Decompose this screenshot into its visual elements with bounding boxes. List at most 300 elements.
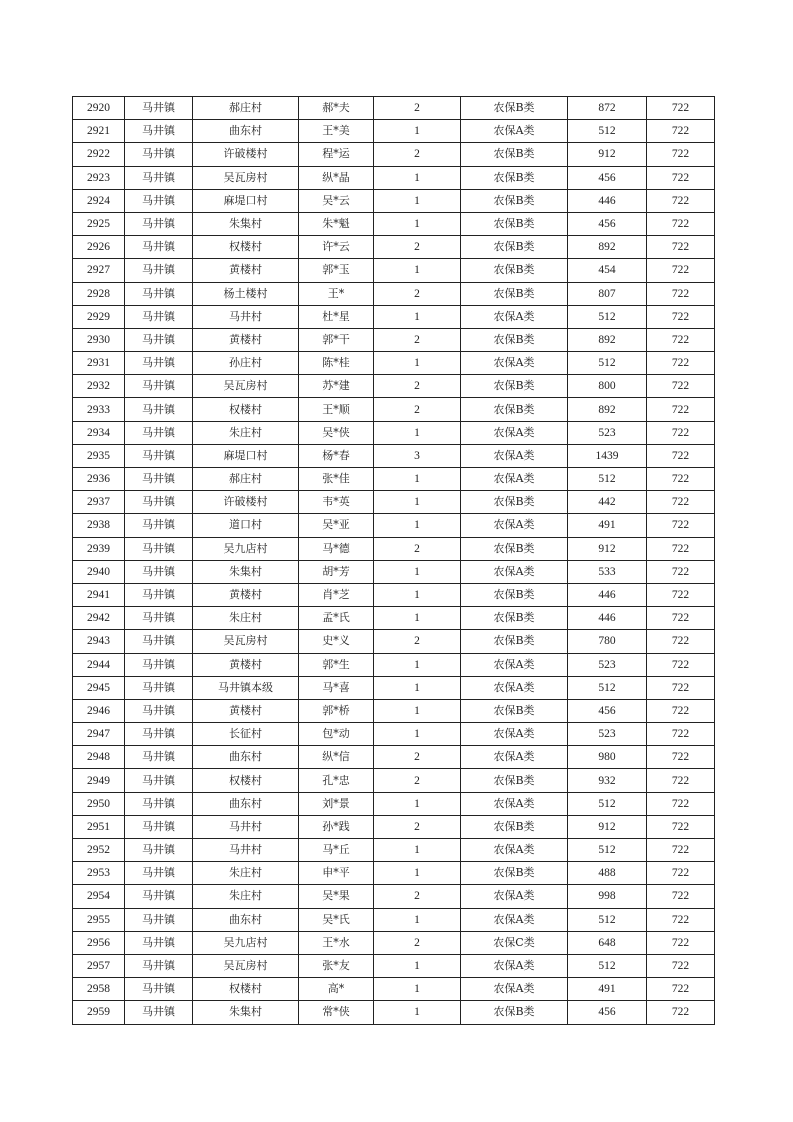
standard-cell: 722 [647, 514, 715, 537]
household-count-cell: 1 [374, 514, 461, 537]
town-cell: 马井镇 [125, 143, 193, 166]
amount-cell: 446 [568, 189, 647, 212]
row-number: 2952 [73, 839, 125, 862]
amount-cell: 488 [568, 862, 647, 885]
row-number: 2947 [73, 723, 125, 746]
name-cell: 苏*建 [299, 375, 374, 398]
category-cell: 农保B类 [461, 815, 568, 838]
name-cell: 马*喜 [299, 676, 374, 699]
household-count-cell: 2 [374, 375, 461, 398]
standard-cell: 722 [647, 375, 715, 398]
category-cell: 农保B类 [461, 862, 568, 885]
category-cell: 农保B类 [461, 375, 568, 398]
village-cell: 吴瓦房村 [193, 375, 299, 398]
household-count-cell: 2 [374, 885, 461, 908]
name-cell: 马*德 [299, 537, 374, 560]
category-cell: 农保A类 [461, 444, 568, 467]
village-cell: 朱庄村 [193, 862, 299, 885]
row-number: 2930 [73, 328, 125, 351]
amount-cell: 980 [568, 746, 647, 769]
amount-cell: 454 [568, 259, 647, 282]
household-count-cell: 1 [374, 491, 461, 514]
village-cell: 郝庄村 [193, 97, 299, 120]
town-cell: 马井镇 [125, 815, 193, 838]
town-cell: 马井镇 [125, 769, 193, 792]
table-row [73, 931, 715, 954]
village-cell: 朱庄村 [193, 607, 299, 630]
name-cell: 韦*英 [299, 491, 374, 514]
category-cell: 农保B类 [461, 143, 568, 166]
row-number: 2946 [73, 699, 125, 722]
town-cell: 马井镇 [125, 746, 193, 769]
category-cell: 农保B类 [461, 398, 568, 421]
household-count-cell: 2 [374, 815, 461, 838]
standard-cell: 722 [647, 305, 715, 328]
row-number: 2925 [73, 212, 125, 235]
table-row [73, 954, 715, 977]
category-cell: 农保B类 [461, 259, 568, 282]
name-cell: 吴*果 [299, 885, 374, 908]
row-number: 2920 [73, 97, 125, 120]
category-cell: 农保A类 [461, 908, 568, 931]
household-count-cell: 2 [374, 746, 461, 769]
row-number: 2948 [73, 746, 125, 769]
amount-cell: 648 [568, 931, 647, 954]
category-cell: 农保B类 [461, 537, 568, 560]
town-cell: 马井镇 [125, 839, 193, 862]
table-row [73, 236, 715, 259]
standard-cell: 722 [647, 583, 715, 606]
village-cell: 黄楼村 [193, 259, 299, 282]
amount-cell: 456 [568, 699, 647, 722]
amount-cell: 523 [568, 421, 647, 444]
town-cell: 马井镇 [125, 97, 193, 120]
village-cell: 权楼村 [193, 769, 299, 792]
household-count-cell: 2 [374, 769, 461, 792]
village-cell: 曲东村 [193, 792, 299, 815]
town-cell: 马井镇 [125, 862, 193, 885]
standard-cell: 722 [647, 352, 715, 375]
table-row [73, 259, 715, 282]
category-cell: 农保A类 [461, 676, 568, 699]
name-cell: 郭*干 [299, 328, 374, 351]
name-cell: 郭*生 [299, 653, 374, 676]
row-number: 2944 [73, 653, 125, 676]
village-cell: 曲东村 [193, 746, 299, 769]
village-cell: 朱集村 [193, 560, 299, 583]
town-cell: 马井镇 [125, 375, 193, 398]
amount-cell: 807 [568, 282, 647, 305]
village-cell: 长征村 [193, 723, 299, 746]
household-count-cell: 2 [374, 398, 461, 421]
category-cell: 农保B类 [461, 282, 568, 305]
category-cell: 农保A类 [461, 978, 568, 1001]
table-row [73, 537, 715, 560]
category-cell: 农保A类 [461, 885, 568, 908]
village-cell: 许破楼村 [193, 491, 299, 514]
household-count-cell: 1 [374, 954, 461, 977]
category-cell: 农保B类 [461, 769, 568, 792]
household-count-cell: 1 [374, 212, 461, 235]
table-row [73, 468, 715, 491]
standard-cell: 722 [647, 468, 715, 491]
table-row [73, 120, 715, 143]
town-cell: 马井镇 [125, 792, 193, 815]
name-cell: 史*义 [299, 630, 374, 653]
standard-cell: 722 [647, 630, 715, 653]
category-cell: 农保A类 [461, 792, 568, 815]
standard-cell: 722 [647, 723, 715, 746]
town-cell: 马井镇 [125, 421, 193, 444]
table-row [73, 815, 715, 838]
standard-cell: 722 [647, 212, 715, 235]
amount-cell: 912 [568, 143, 647, 166]
name-cell: 郭*桥 [299, 699, 374, 722]
row-number: 2949 [73, 769, 125, 792]
village-cell: 马井村 [193, 305, 299, 328]
name-cell: 包*动 [299, 723, 374, 746]
village-cell: 曲东村 [193, 120, 299, 143]
standard-cell: 722 [647, 97, 715, 120]
standard-cell: 722 [647, 143, 715, 166]
amount-cell: 512 [568, 676, 647, 699]
row-number: 2953 [73, 862, 125, 885]
village-cell: 吴瓦房村 [193, 954, 299, 977]
village-cell: 曲东村 [193, 908, 299, 931]
amount-cell: 892 [568, 328, 647, 351]
town-cell: 马井镇 [125, 352, 193, 375]
town-cell: 马井镇 [125, 236, 193, 259]
household-count-cell: 2 [374, 931, 461, 954]
standard-cell: 722 [647, 421, 715, 444]
standard-cell: 722 [647, 746, 715, 769]
row-number: 2942 [73, 607, 125, 630]
household-count-cell: 2 [374, 537, 461, 560]
category-cell: 农保A类 [461, 723, 568, 746]
amount-cell: 512 [568, 352, 647, 375]
table-row [73, 398, 715, 421]
household-count-cell: 1 [374, 1001, 461, 1024]
table-row [73, 839, 715, 862]
category-cell: 农保C类 [461, 931, 568, 954]
household-count-cell: 1 [374, 468, 461, 491]
household-count-cell: 1 [374, 120, 461, 143]
standard-cell: 722 [647, 236, 715, 259]
name-cell: 王*美 [299, 120, 374, 143]
amount-cell: 892 [568, 236, 647, 259]
row-number: 2934 [73, 421, 125, 444]
category-cell: 农保B类 [461, 97, 568, 120]
table-row [73, 282, 715, 305]
row-number: 2938 [73, 514, 125, 537]
village-cell: 吴九店村 [193, 537, 299, 560]
household-count-cell: 2 [374, 328, 461, 351]
town-cell: 马井镇 [125, 305, 193, 328]
standard-cell: 722 [647, 560, 715, 583]
table-row [73, 607, 715, 630]
category-cell: 农保A类 [461, 514, 568, 537]
town-cell: 马井镇 [125, 630, 193, 653]
standard-cell: 722 [647, 699, 715, 722]
row-number: 2950 [73, 792, 125, 815]
table-row [73, 908, 715, 931]
village-cell: 孙庄村 [193, 352, 299, 375]
amount-cell: 780 [568, 630, 647, 653]
table-row [73, 699, 715, 722]
table-row [73, 653, 715, 676]
table-row [73, 723, 715, 746]
standard-cell: 722 [647, 328, 715, 351]
town-cell: 马井镇 [125, 514, 193, 537]
household-count-cell: 2 [374, 630, 461, 653]
name-cell: 常*侠 [299, 1001, 374, 1024]
name-cell: 吴*氏 [299, 908, 374, 931]
standard-cell: 722 [647, 166, 715, 189]
row-number: 2957 [73, 954, 125, 977]
village-cell: 马井村 [193, 839, 299, 862]
row-number: 2940 [73, 560, 125, 583]
name-cell: 许*云 [299, 236, 374, 259]
amount-cell: 512 [568, 120, 647, 143]
category-cell: 农保B类 [461, 1001, 568, 1024]
town-cell: 马井镇 [125, 398, 193, 421]
village-cell: 道口村 [193, 514, 299, 537]
amount-cell: 512 [568, 954, 647, 977]
name-cell: 胡*芳 [299, 560, 374, 583]
name-cell: 马*丘 [299, 839, 374, 862]
amount-cell: 446 [568, 583, 647, 606]
name-cell: 吴*云 [299, 189, 374, 212]
standard-cell: 722 [647, 259, 715, 282]
table-row [73, 630, 715, 653]
table-row [73, 189, 715, 212]
category-cell: 农保B类 [461, 236, 568, 259]
name-cell: 刘*景 [299, 792, 374, 815]
town-cell: 马井镇 [125, 120, 193, 143]
amount-cell: 523 [568, 653, 647, 676]
row-number: 2939 [73, 537, 125, 560]
village-cell: 朱集村 [193, 1001, 299, 1024]
table-row [73, 212, 715, 235]
name-cell: 张*佳 [299, 468, 374, 491]
village-cell: 黄楼村 [193, 328, 299, 351]
household-count-cell: 1 [374, 421, 461, 444]
name-cell: 孙*践 [299, 815, 374, 838]
town-cell: 马井镇 [125, 653, 193, 676]
category-cell: 农保B类 [461, 630, 568, 653]
table-row [73, 143, 715, 166]
row-number: 2959 [73, 1001, 125, 1024]
household-count-cell: 1 [374, 653, 461, 676]
household-count-cell: 3 [374, 444, 461, 467]
amount-cell: 872 [568, 97, 647, 120]
category-cell: 农保B类 [461, 212, 568, 235]
amount-cell: 512 [568, 908, 647, 931]
row-number: 2933 [73, 398, 125, 421]
town-cell: 马井镇 [125, 931, 193, 954]
row-number: 2945 [73, 676, 125, 699]
amount-cell: 512 [568, 305, 647, 328]
town-cell: 马井镇 [125, 328, 193, 351]
household-count-cell: 1 [374, 189, 461, 212]
village-cell: 吴九店村 [193, 931, 299, 954]
name-cell: 杨*春 [299, 444, 374, 467]
table-row [73, 305, 715, 328]
amount-cell: 912 [568, 815, 647, 838]
table-row [73, 421, 715, 444]
household-count-cell: 1 [374, 978, 461, 1001]
village-cell: 许破楼村 [193, 143, 299, 166]
village-cell: 吴瓦房村 [193, 166, 299, 189]
row-number: 2928 [73, 282, 125, 305]
standard-cell: 722 [647, 189, 715, 212]
amount-cell: 892 [568, 398, 647, 421]
village-cell: 马井村 [193, 815, 299, 838]
row-number: 2956 [73, 931, 125, 954]
amount-cell: 512 [568, 792, 647, 815]
row-number: 2932 [73, 375, 125, 398]
table-row [73, 375, 715, 398]
household-count-cell: 1 [374, 908, 461, 931]
table-row [73, 444, 715, 467]
row-number: 2927 [73, 259, 125, 282]
row-number: 2941 [73, 583, 125, 606]
village-cell: 黄楼村 [193, 699, 299, 722]
category-cell: 农保A类 [461, 421, 568, 444]
name-cell: 郝*夫 [299, 97, 374, 120]
household-count-cell: 2 [374, 282, 461, 305]
standard-cell: 722 [647, 839, 715, 862]
name-cell: 肖*芝 [299, 583, 374, 606]
name-cell: 杜*星 [299, 305, 374, 328]
name-cell: 纵*信 [299, 746, 374, 769]
village-cell: 麻堤口村 [193, 189, 299, 212]
household-count-cell: 1 [374, 723, 461, 746]
household-count-cell: 1 [374, 862, 461, 885]
category-cell: 农保B类 [461, 607, 568, 630]
category-cell: 农保A类 [461, 653, 568, 676]
name-cell: 朱*魁 [299, 212, 374, 235]
category-cell: 农保A类 [461, 560, 568, 583]
category-cell: 农保B类 [461, 491, 568, 514]
standard-cell: 722 [647, 120, 715, 143]
name-cell: 程*运 [299, 143, 374, 166]
row-number: 2923 [73, 166, 125, 189]
category-cell: 农保A类 [461, 468, 568, 491]
name-cell: 王*顺 [299, 398, 374, 421]
name-cell: 王*水 [299, 931, 374, 954]
village-cell: 马井镇本级 [193, 676, 299, 699]
town-cell: 马井镇 [125, 468, 193, 491]
table-row [73, 676, 715, 699]
row-number: 2929 [73, 305, 125, 328]
amount-cell: 456 [568, 166, 647, 189]
household-count-cell: 1 [374, 583, 461, 606]
row-number: 2951 [73, 815, 125, 838]
table-row [73, 491, 715, 514]
category-cell: 农保B类 [461, 699, 568, 722]
table-row [73, 328, 715, 351]
household-count-cell: 2 [374, 236, 461, 259]
roster-body [73, 97, 715, 1025]
household-count-cell: 1 [374, 699, 461, 722]
household-count-cell: 1 [374, 166, 461, 189]
name-cell: 纵*晶 [299, 166, 374, 189]
category-cell: 农保B类 [461, 189, 568, 212]
town-cell: 马井镇 [125, 723, 193, 746]
standard-cell: 722 [647, 282, 715, 305]
standard-cell: 722 [647, 537, 715, 560]
household-count-cell: 1 [374, 259, 461, 282]
name-cell: 孟*氏 [299, 607, 374, 630]
village-cell: 朱集村 [193, 212, 299, 235]
category-cell: 农保A类 [461, 954, 568, 977]
town-cell: 马井镇 [125, 189, 193, 212]
row-number: 2922 [73, 143, 125, 166]
town-cell: 马井镇 [125, 954, 193, 977]
row-number: 2954 [73, 885, 125, 908]
category-cell: 农保A类 [461, 839, 568, 862]
standard-cell: 722 [647, 931, 715, 954]
town-cell: 马井镇 [125, 491, 193, 514]
town-cell: 马井镇 [125, 583, 193, 606]
table-row [73, 792, 715, 815]
table-row [73, 978, 715, 1001]
table-row [73, 97, 715, 120]
amount-cell: 533 [568, 560, 647, 583]
name-cell: 高* [299, 978, 374, 1001]
row-number: 2931 [73, 352, 125, 375]
household-count-cell: 1 [374, 839, 461, 862]
table-row [73, 560, 715, 583]
row-number: 2937 [73, 491, 125, 514]
table-row [73, 166, 715, 189]
village-cell: 麻堤口村 [193, 444, 299, 467]
village-cell: 郝庄村 [193, 468, 299, 491]
standard-cell: 722 [647, 792, 715, 815]
household-count-cell: 1 [374, 352, 461, 375]
village-cell: 权楼村 [193, 398, 299, 421]
standard-cell: 722 [647, 815, 715, 838]
village-cell: 权楼村 [193, 978, 299, 1001]
category-cell: 农保B类 [461, 328, 568, 351]
category-cell: 农保B类 [461, 583, 568, 606]
town-cell: 马井镇 [125, 908, 193, 931]
standard-cell: 722 [647, 653, 715, 676]
amount-cell: 932 [568, 769, 647, 792]
standard-cell: 722 [647, 908, 715, 931]
town-cell: 马井镇 [125, 607, 193, 630]
amount-cell: 456 [568, 1001, 647, 1024]
town-cell: 马井镇 [125, 1001, 193, 1024]
category-cell: 农保A类 [461, 305, 568, 328]
row-number: 2958 [73, 978, 125, 1001]
village-cell: 朱庄村 [193, 421, 299, 444]
standard-cell: 722 [647, 954, 715, 977]
row-number: 2921 [73, 120, 125, 143]
roster-table [72, 96, 715, 1025]
table-row [73, 514, 715, 537]
amount-cell: 442 [568, 491, 647, 514]
name-cell: 吴*侠 [299, 421, 374, 444]
standard-cell: 722 [647, 676, 715, 699]
town-cell: 马井镇 [125, 978, 193, 1001]
village-cell: 权楼村 [193, 236, 299, 259]
row-number: 2924 [73, 189, 125, 212]
household-count-cell: 1 [374, 560, 461, 583]
town-cell: 马井镇 [125, 560, 193, 583]
amount-cell: 512 [568, 839, 647, 862]
